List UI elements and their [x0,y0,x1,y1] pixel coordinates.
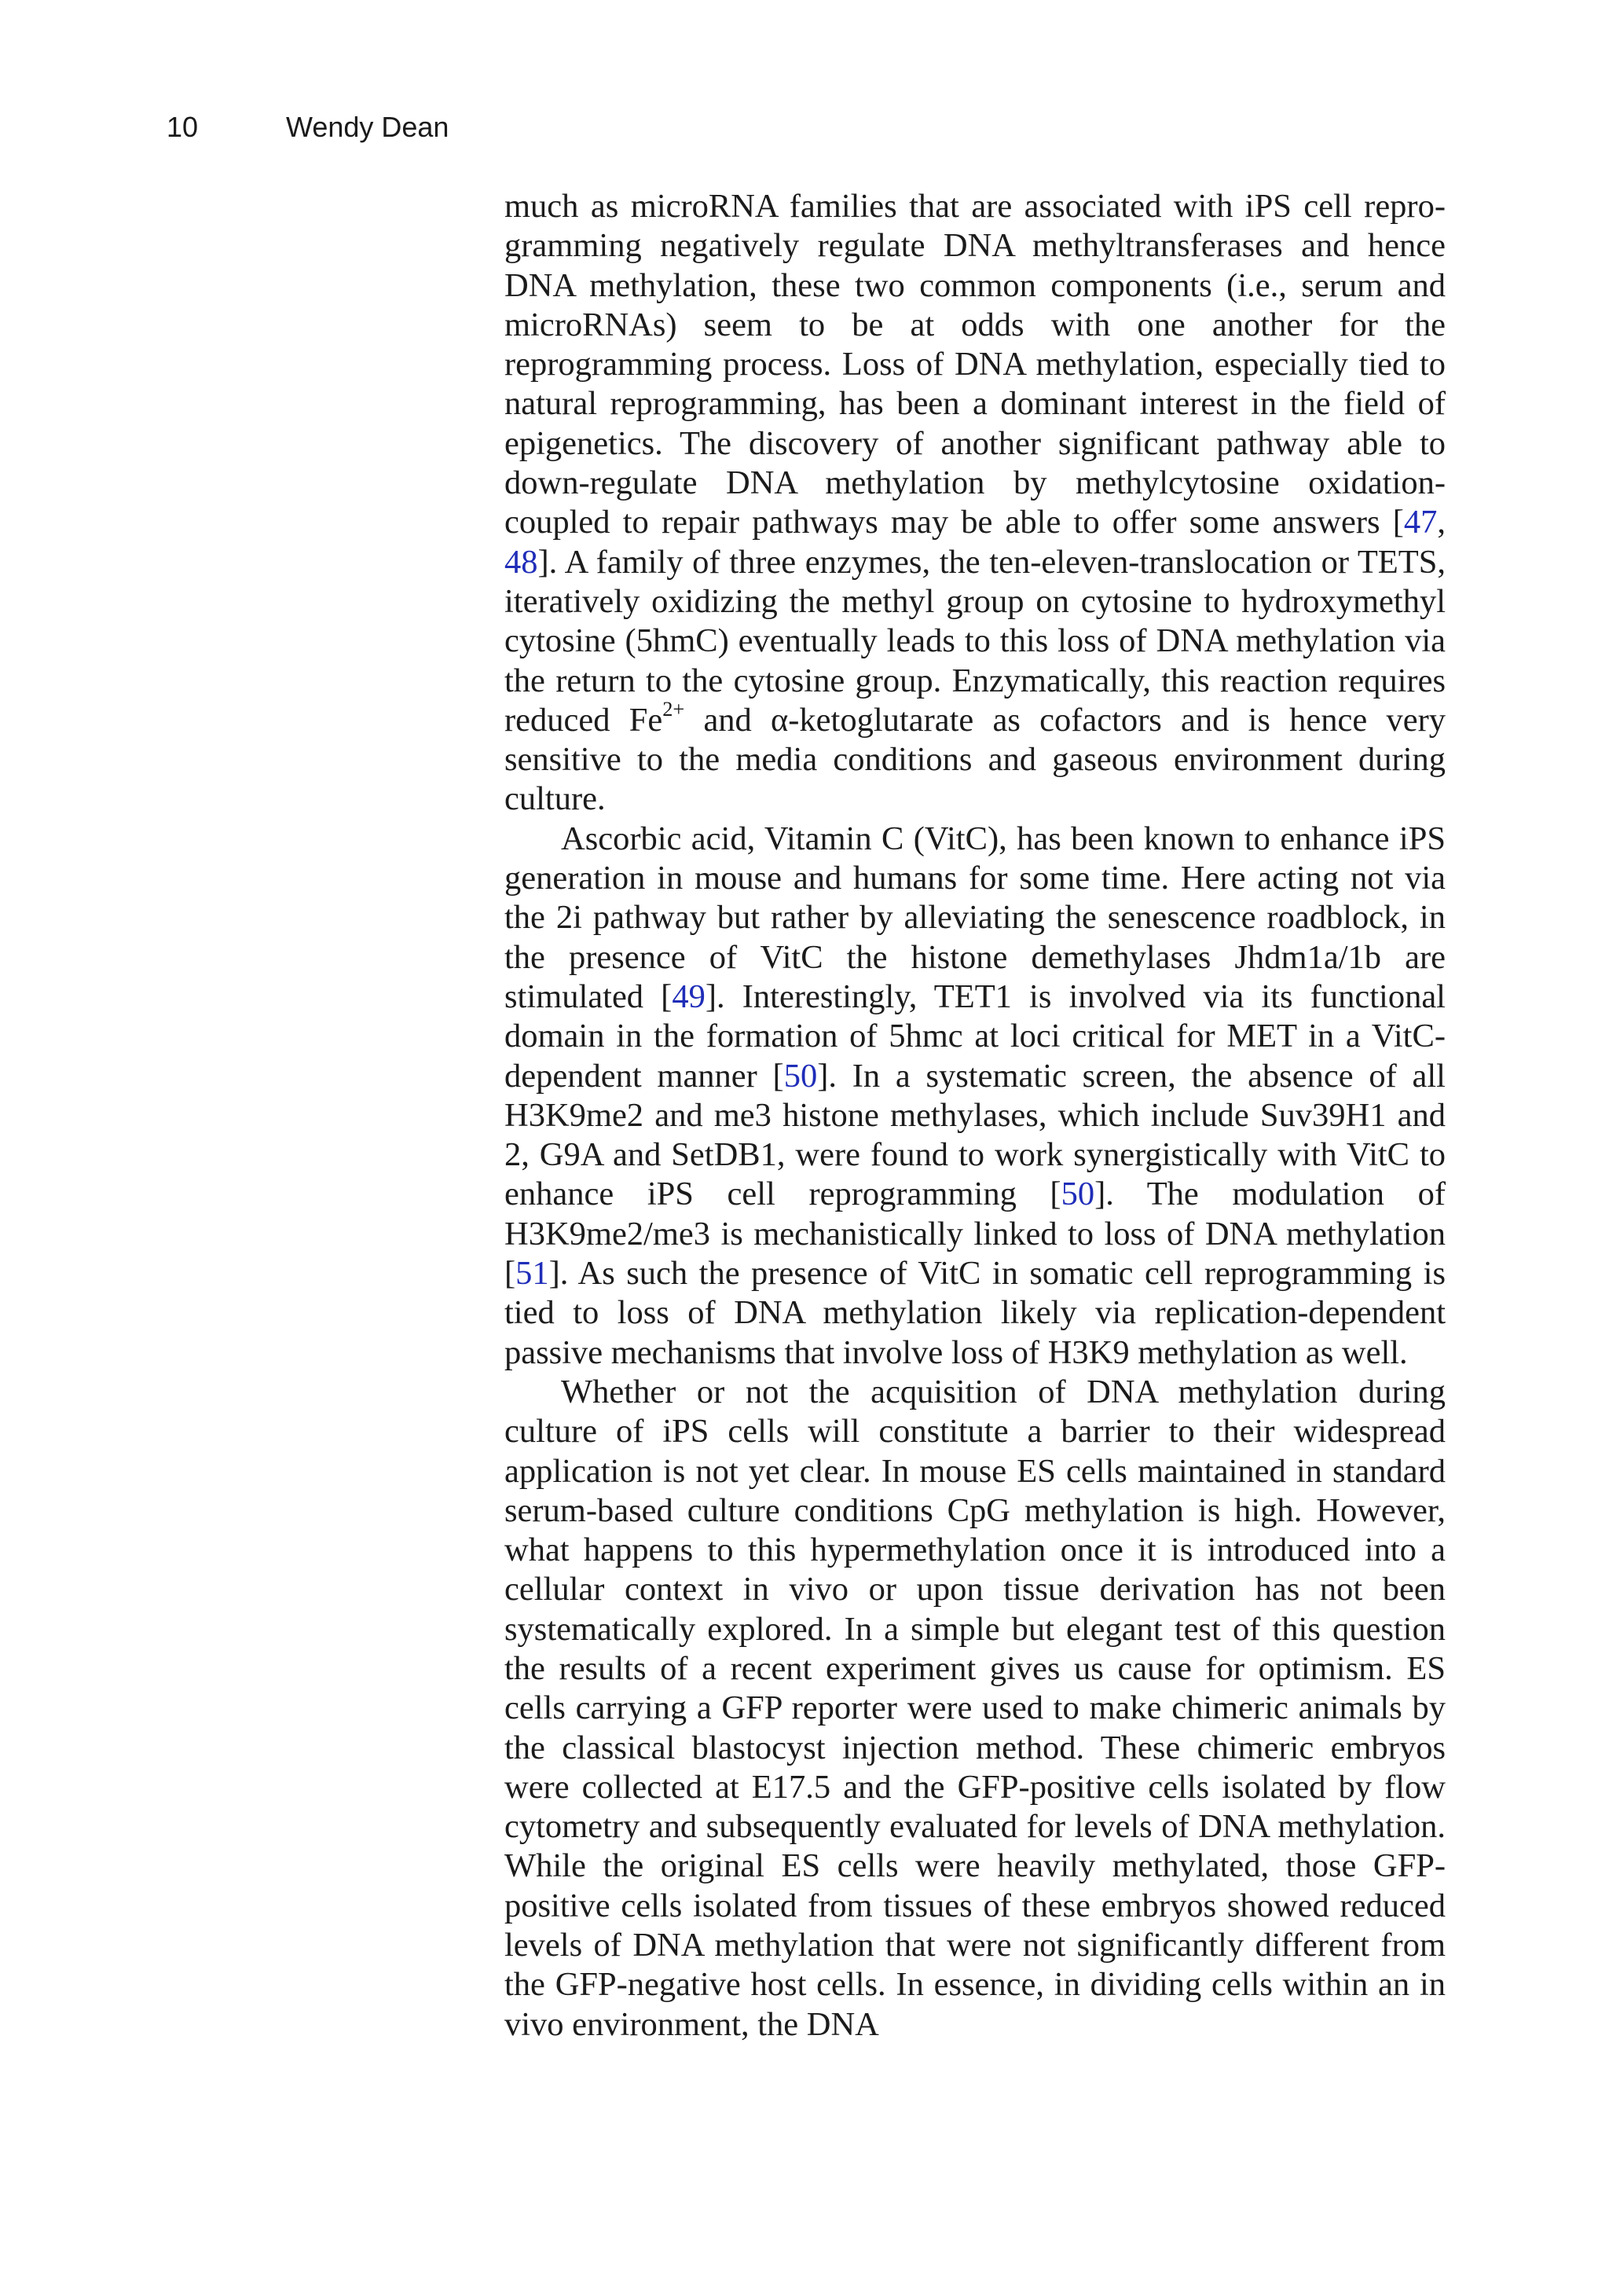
citation-49[interactable]: 49 [672,977,706,1015]
paragraph-2-text-b: ]. Interestingly, TET1 is involved via its functional domain in the formation of 5hmc at loci critical for MET in a VitC-dependent manner [ [504,977,1446,1095]
paragraph-2-text-a: Ascorbic acid, Vitamin C (VitC), has been known to enhance iPS generation in mouse and humans for some time. Here acting not via the 2i pathway but rather by alleviating the senescence roadblock, in the presence of VitC the histone demethylases Jhdm1a/1b are stimulated [ [504,820,1446,1015]
paragraph-2-text-c: ]. In a systematic screen, the absence of all H3K9me2 and me3 histone methylases, which include Suv39H1 and 2, G9A and SetDB1, were found to work synergistically with VitC to enhance iPS cell reprogramming [ [504,1057,1446,1213]
citation-50-second[interactable]: 50 [1061,1176,1095,1213]
citation-separator: , [1437,504,1446,541]
citation-51[interactable]: 51 [515,1255,549,1293]
citation-50[interactable]: 50 [783,1057,818,1095]
paragraph-1-text-a: much as microRNA families that are associated with iPS cell reprogramming negatively regulate DNA methyltransferases and hence DNA methylation, these two common components (i.e., serum and microRNAs) seem to be at odds with one another for the reprogramming process. Loss of DNA methylation, especially tied to natural reprogramming, has been a dominant interest in the field of epigenetics. The discovery of another significant pathway able to down-regulate DNA methylation by methylcytosine oxidation-coupled to repair pathways may be able to offer some answers [ [504,188,1446,541]
paragraph-3: Whether or not the acquisition of DNA methylation during culture of iPS cells will constitute a barrier to their widespread application is not yet clear. In mouse ES cells maintained in standard serum-based culture conditions CpG methylation is high. However, what happens to this hypermethylation once it is introduced into a cellular context in vivo or upon tissue derivation has not been systematically explored. In a simple but elegant test of this question the results of a recent experiment gives us cause for optimism. ES cells carrying a GFP reporter were used to make chimeric animals by the classical blastocyst injection method. These chimeric embryos were collected at E17.5 and the GFP-positive cells isolated by flow cytometry and subsequently evaluated for levels of DNA methylation. While the original ES cells were heavily methylated, those GFP-positive cells isolated from tissues of these embryos showed reduced levels of DNA methylation that were not significantly different from the GFP-negative host cells. In essence, in dividing cells within an in vivo environment, the DNA [504,1373,1446,2043]
superscript-charge: 2+ [662,697,685,721]
paragraph-1-text-b: ]. A family of three enzymes, the ten-eleven-translocation or TETS, iteratively oxidizing the methyl group on cytosine to hydroxymethyl cytosine (5hmC) eventually leads to this loss of DNA methylation via the return to the cytosine group. Enzymatically, this reaction requires reduced Fe [504,543,1446,739]
running-head-author: Wendy Dean [286,111,449,143]
citation-47[interactable]: 47 [1403,504,1438,541]
page-number: 10 [167,111,199,143]
citation-48[interactable]: 48 [504,543,538,581]
paragraph-1 [504,187,1446,820]
paragraph-1-text-c: and α-ketoglutarate as cofactors and is hence very sensitive to the media conditions and gaseous environment during culture. [504,701,1446,818]
paragraph-2-text-d: ]. The modulation of H3K9me2/me3 is mechanistically linked to loss of DNA methylation [ [504,1176,1446,1293]
paragraph-2-text-e: ]. As such the presence of VitC in somatic cell reprogramming is tied to loss of DNA methylation likely via replication-dependent passive mechanisms that involve loss of H3K9 methylation as well. [504,1255,1446,1371]
running-head [167,108,1609,146]
paragraph-2 [504,820,1446,1373]
body-text [504,187,1446,2045]
